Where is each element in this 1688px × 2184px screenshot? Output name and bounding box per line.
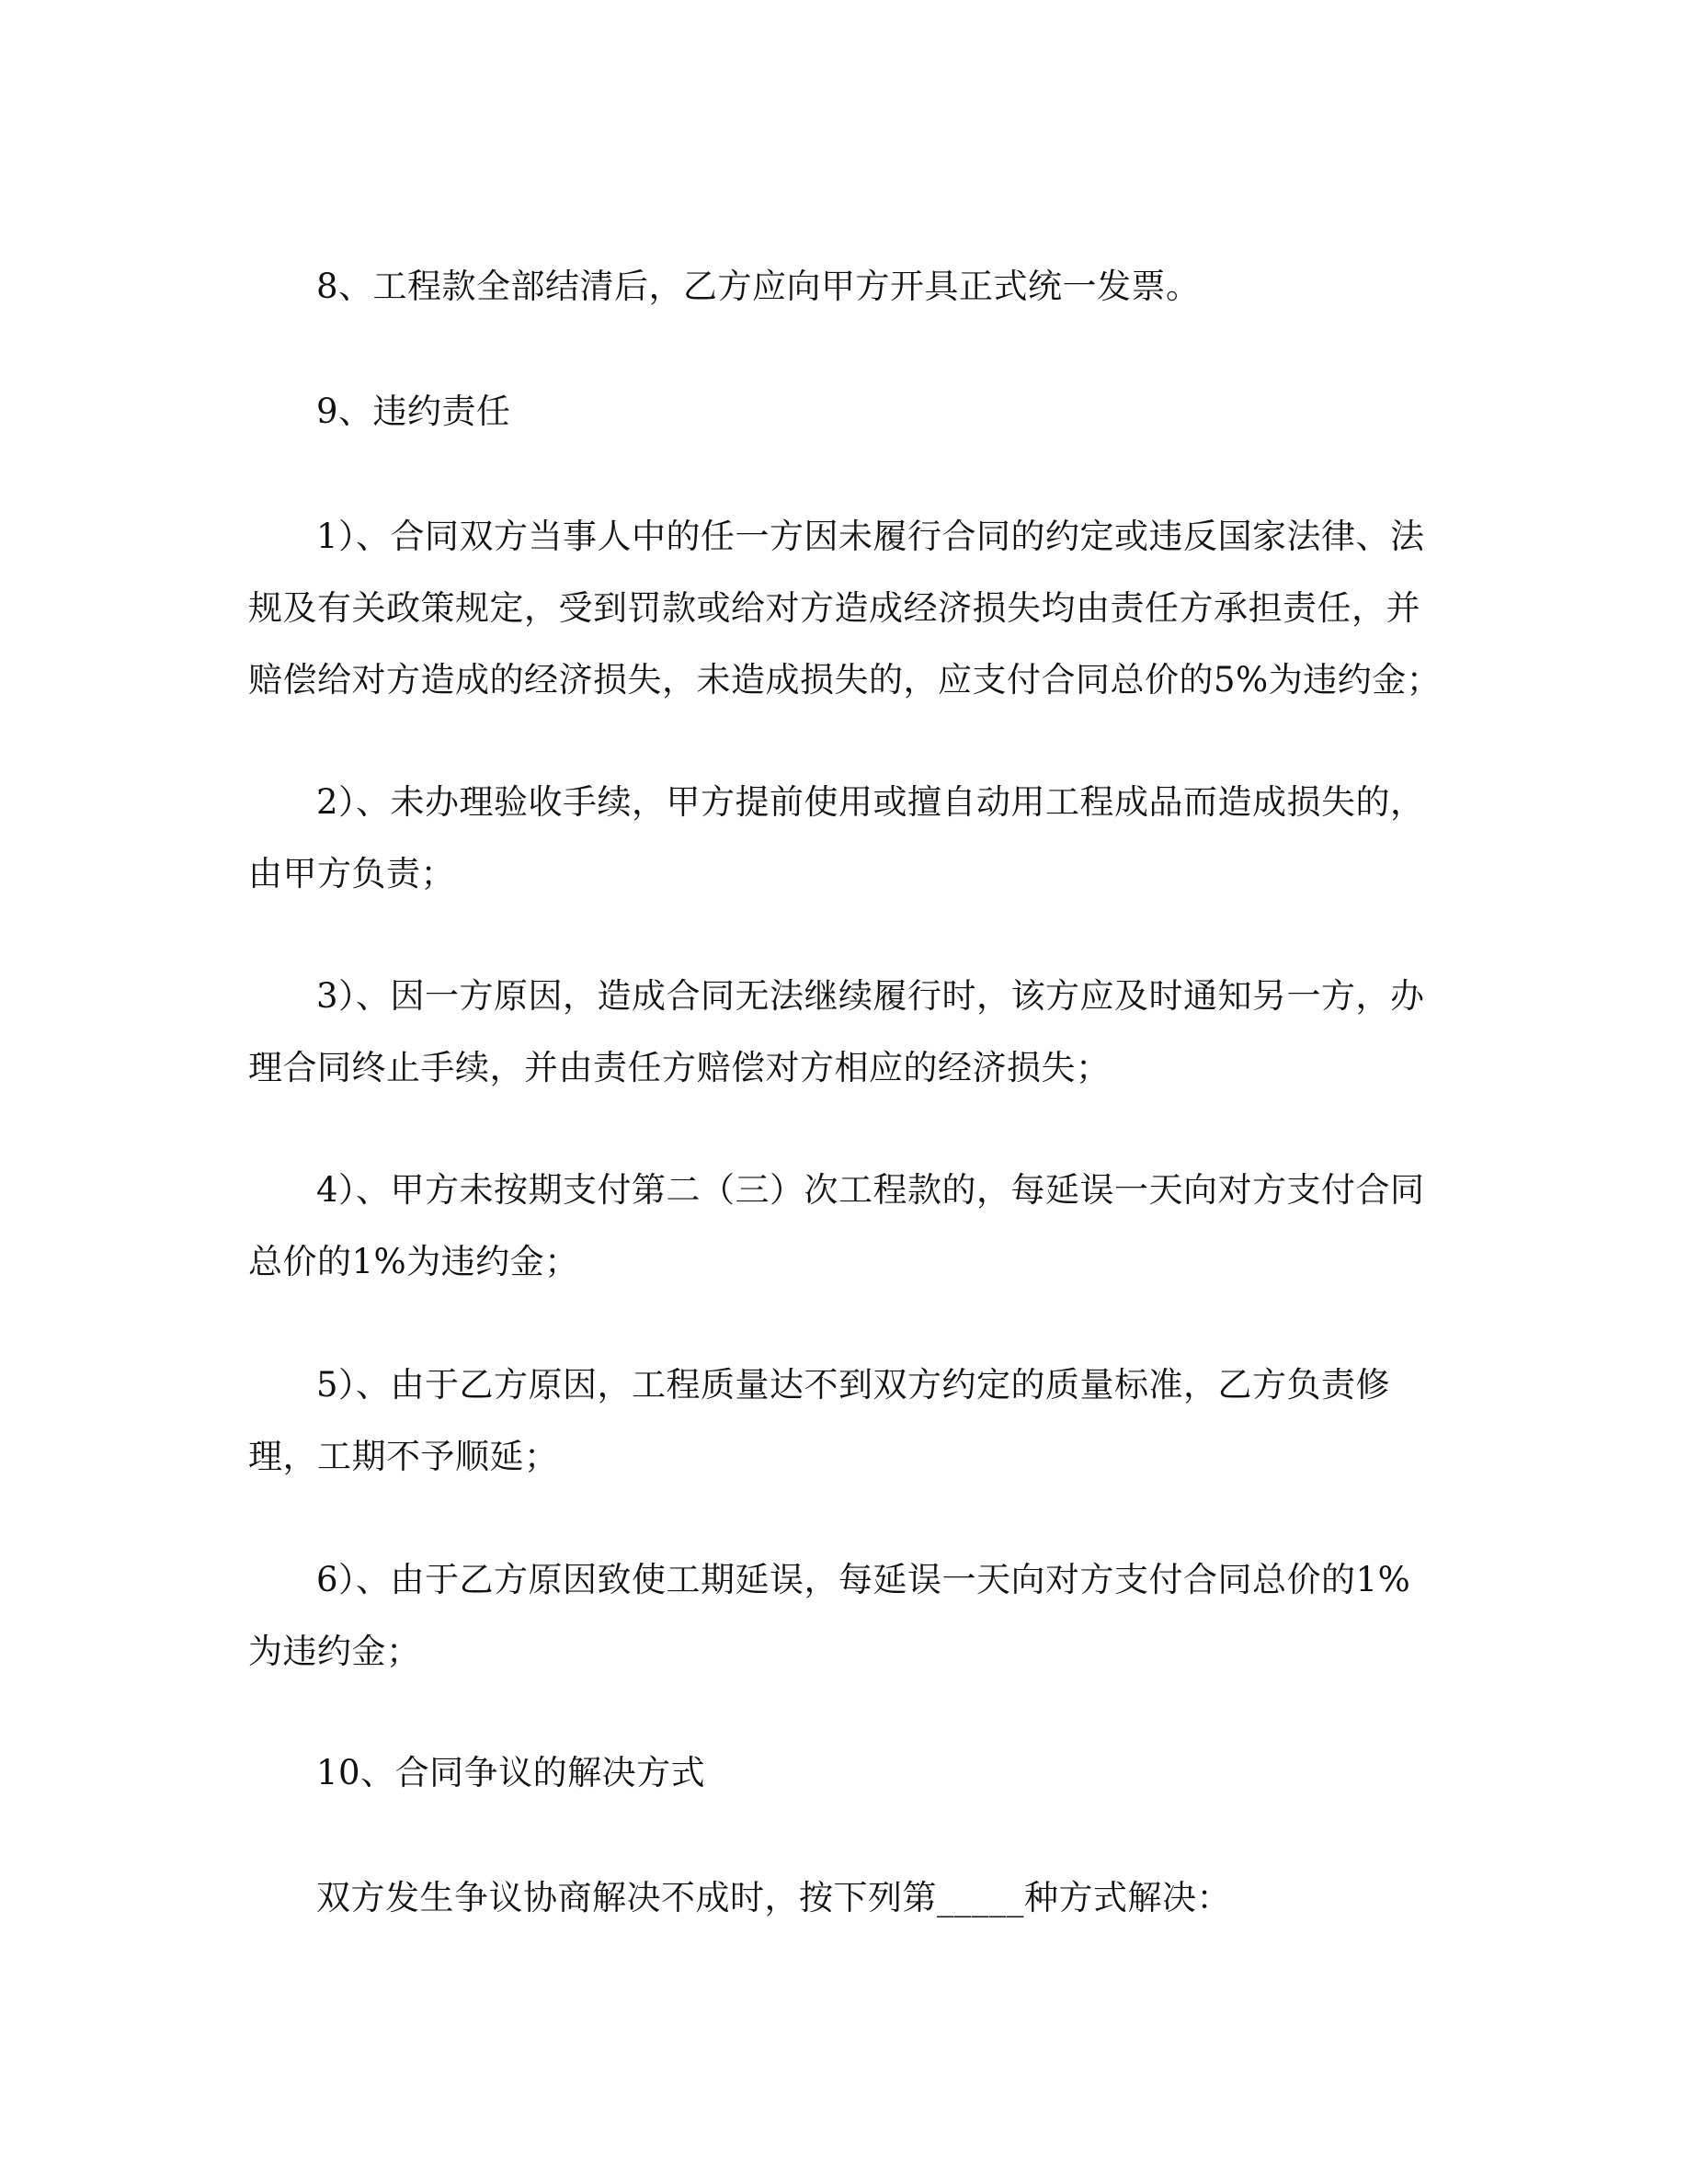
clause-9-heading: 9、违约责任 [316, 392, 511, 431]
clause-10-heading: 10、合同争议的解决方式 [316, 1753, 706, 1792]
clause-10-dispute-method: 双方发生争议协商解决不成时，按下列第_____种方式解决： [316, 1878, 1231, 1917]
clause-9-item-1: 1）、合同双方当事人中的任一方因未履行合同的约定或违反国家法律、法规及有关政策规定，受到罚款或给对方造成经济损失均由责任方承担责任，并赔偿给对方造成的经济损失，未造成损失的，应支付合同总价的5%为违约金； [248, 517, 1442, 700]
clause-9-item-2: 2）、未办理验收手续，甲方提前使用或擅自动用工程成品而造成损失的，由甲方负责； [248, 782, 1425, 893]
clause-9-item-4: 4）、甲方未按期支付第二（三）次工程款的，每延误一天向对方支付合同总价的1%为违约金； [248, 1170, 1425, 1281]
clause-9-item-5: 5）、由于乙方原因，工程质量达不到双方约定的质量标准，乙方负责修理，工期不予顺延； [248, 1365, 1391, 1476]
clause-9-item-3: 3）、因一方原因，造成合同无法继续履行时，该方应及时通知另一方，办理合同终止手续，并由责任方赔偿对方相应的经济损失； [248, 976, 1425, 1087]
clause-8-invoice: 8、工程款全部结清后，乙方应向甲方开具正式统一发票。 [316, 267, 1201, 306]
clause-9-item-6: 6）、由于乙方原因致使工期延误，每延误一天向对方支付合同总价的1%为违约金； [248, 1560, 1411, 1671]
